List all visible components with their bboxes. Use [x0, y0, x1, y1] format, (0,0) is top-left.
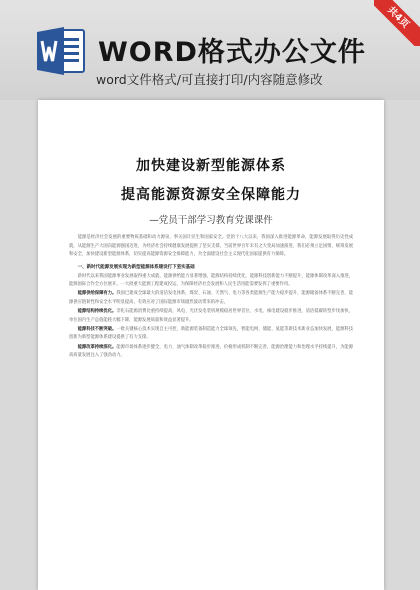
- page-count-label: 共4页: [374, 0, 420, 46]
- paragraph-text: 新时代以来我国能源事业发展取得重大成就，能源供给能力显著增强，能源结构持续优化，能源科技创新能力不断提升，能源体制改革深入推进，能源国际合作全方位展开。一大批重大能源工程建成投运，为保障经济社会发展和人民生活用能需要发挥了重要作用。: [69, 273, 353, 288]
- banner-subtitle: word文件格式/可直接打印/内容随意修改: [96, 72, 323, 87]
- paragraph-text: 一批关键核心技术实现自主可控，新能源装备制造能力全球领先，智能电网、储能、氢能等新技术新业态加快发展，能源科技创新为新型能源体系建设提供了有力支撑。: [69, 326, 353, 341]
- body-paragraph: [69, 344, 353, 361]
- header-banner: [0, 0, 420, 100]
- body-paragraph: [69, 290, 353, 307]
- section-heading: 一、新时代能源发展实现为新型能源体系建设打下坚实基础: [77, 264, 195, 270]
- paragraph-lead: 能源改革持续深化。: [77, 344, 117, 350]
- document-subtitle: —党员干部学习教育党课课件: [149, 215, 273, 226]
- paragraph-lead: 能源结构持续优化。: [77, 309, 117, 315]
- page-count-ribbon: [374, 0, 420, 46]
- document-title-line2: 提高能源资源安全保障能力: [121, 187, 301, 203]
- paragraph-text: 我国已建成全球最大的清洁发电体系，煤炭、石油、天然气、电力等各类能源生产能力稳步提升，能源储备体系不断完善，能源供应链韧性和安全水平明显提高，有效应对了国际能源市场剧烈波动带来的冲击。: [69, 291, 353, 306]
- paragraph-lead: 能源科技不断突破。: [77, 326, 117, 332]
- body-paragraph: [69, 273, 353, 290]
- document-page: [38, 100, 384, 590]
- document-title-line1: 加快建设新型能源体系: [136, 158, 286, 174]
- body-paragraph: [69, 234, 353, 260]
- paragraph-text: 能源市场体系逐步健全，电力、油气体制改革稳步推进，价格形成机制不断完善，能源治理能力和治理水平持续提升，为能源高质量发展注入了强劲动力。: [69, 344, 353, 359]
- body-paragraph: [69, 326, 353, 343]
- paragraph-lead: 能源供给保障有力。: [77, 291, 117, 297]
- banner-title: WORD格式办公文件: [98, 37, 366, 68]
- word-icon: [34, 24, 88, 78]
- paragraph-text: 非化石能源消费比重持续提高，风电、光伏发电装机规模稳居世界首位，水电、核电建设稳步推进，清洁低碳转型步伐加快，单位国内生产总值能耗大幅下降，能源发展质量和效益显著提升。: [69, 309, 353, 323]
- document-body: [69, 234, 353, 361]
- body-paragraph: [69, 308, 353, 325]
- paragraph-text: 能源是经济社会发展的重要物质基础和动力源泉，事关国计民生和国家安全。党的十八大以来，我国深入推进能源革命，能源发展取得历史性成就，从能源生产大国向能源强国迈进，为经济社会持续健康发展提供了坚实支撑。当前世界百年未有之大变局加速演进，我们必须立足国情，统筹发展和安全，加快建设新型能源体系，切实提高能源资源安全保障能力，为全面建设社会主义现代化国家提供有力保障。: [69, 235, 353, 258]
